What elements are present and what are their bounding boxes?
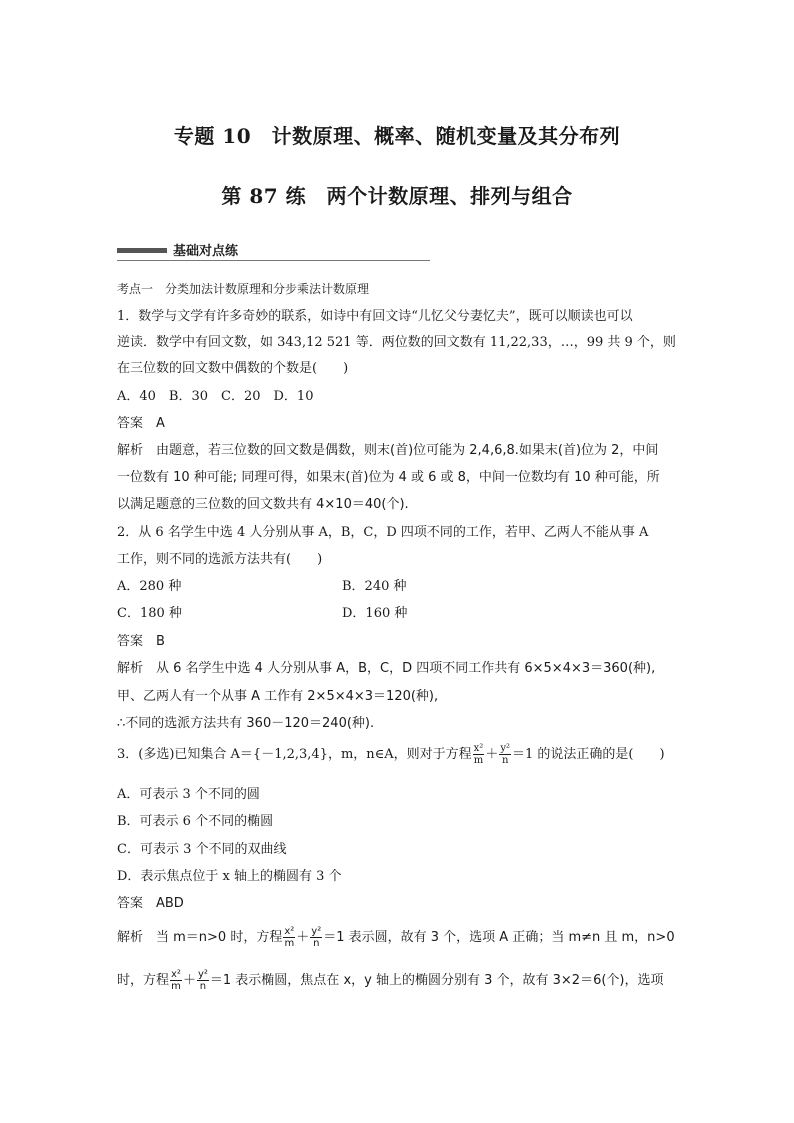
q1-explanation-line2: 一位数有 10 种可能; 同理可得，如果末(首)位为 4 或 6 或 8，中间一位数均有 10 种可能，所 [117,470,660,485]
q3-stem-prefix: 3．(多选)已知集合 A＝{－1,2,3,4}，m，n∈A，则对于方程 [117,747,472,762]
q2-stem-line1: 2．从 6 名学生中选 4 人分别从事 A，B，C，D 四项不同的工作，若甲、乙两人不能从事 A [117,525,649,540]
section-marker [117,248,167,253]
q3-option-d: D．表示焦点位于 x 轴上的椭圆有 3 个 [117,869,342,884]
fraction-y2-over-n: $\frac{\text{y²}}{n}$ [311,926,322,949]
section-underline [117,260,430,261]
q2-option-b: B．240 种 [342,579,407,594]
topic-heading: 考点一 分类加法计数原理和分步乘法计数原理 [117,282,370,296]
q1-answer: 答案 A [117,416,165,431]
q1-explanation-line3: 以满足题意的三位数的回文数共有 4×10＝40(个). [117,497,409,512]
q1-stem-line2: 逆读．数学中有回文数，如 343,12 521 等．两位数的回文数有 11,22,33，…，99 共 9 个，则 [117,335,676,350]
q1-options: A．40 B．30 C．20 D．10 [117,389,314,404]
q1-explanation-line1: 解析 由题意，若三位数的回文数是偶数，则末(首)位可能为 2,4,6,8.如果末(首)位为 2，中间 [117,443,659,458]
q2-option-a: A．280 种 [117,579,182,594]
q3-stem: 3．(多选)已知集合 A＝{－1,2,3,4}，m，n∈A，则对于方程 $\frac{\text{x²}}{m}$ ＋ $\frac{\text{y²}}{n}$ ＝1 的说法正确的是( ) [117,743,665,766]
q3-option-a: A．可表示 3 个不同的圆 [117,787,260,802]
q1-stem-line3: 在三位数的回文数中偶数的个数是( ) [117,361,349,376]
q2-stem-line2: 工作，则不同的选派方法共有( ) [117,552,323,567]
chapter-title: 专题 10 计数原理、概率、随机变量及其分布列 [173,124,621,148]
fraction-x2-over-m: $\frac{\text{x²}}{m}$ [284,926,295,949]
q3-stem-suffix: ＝1 的说法正确的是( ) [512,747,665,762]
q3-option-b: B．可表示 6 个不同的椭圆 [117,814,274,829]
q3-answer: 答案 ABD [117,896,184,911]
fraction-y2-over-n: $\frac{\text{y²}}{n}$ [500,743,511,766]
q3-explanation-line2: 时，方程 $\frac{\text{x²}}{m}$ ＋ $\frac{\text{y²}}{n}$ ＝1 表示椭圆，焦点在 x，y 轴上的椭圆分别有 3 个，故有 3×2＝6(个)，选项 [117,969,664,992]
section-header [117,239,430,261]
q2-explanation-line3: ∴不同的选派方法共有 360－120＝240(种). [117,716,375,731]
fraction-x2-over-m: $\frac{\text{x²}}{m}$ [171,969,181,992]
fraction-x2-over-m: $\frac{\text{x²}}{m}$ [473,743,484,766]
fraction-y2-over-n: $\frac{\text{y²}}{n}$ [197,969,208,992]
q3-option-c: C．可表示 3 个不同的双曲线 [117,842,287,857]
q3-explanation-line1: 解析 当 m＝n>0 时，方程 $\frac{\text{x²}}{m}$ ＋ $\frac{\text{y²}}{n}$ ＝1 表示圆，故有 3 个，选项 A 正确；当 m≠n 且 m，n>0 [117,926,675,949]
q1-stem-line1: 1．数学与文学有许多奇妙的联系，如诗中有回文诗“儿忆父兮妻忆夫”，既可以顺读也可以 [117,309,633,324]
q2-option-c: C．180 种 [117,606,182,621]
q2-explanation-line2: 甲、乙两人有一个从事 A 工作有 2×5×4×3＝120(种), [117,689,439,704]
q2-answer: 答案 B [117,634,165,649]
q2-option-d: D．160 种 [342,606,408,621]
section-label: 基础对点练 [173,244,239,259]
q2-explanation-line1: 解析 从 6 名学生中选 4 人分别从事 A，B，C，D 四项不同工作共有 6×5×4×3＝360(种), [117,661,656,676]
lesson-title: 第 87 练 两个计数原理、排列与组合 [221,184,573,208]
